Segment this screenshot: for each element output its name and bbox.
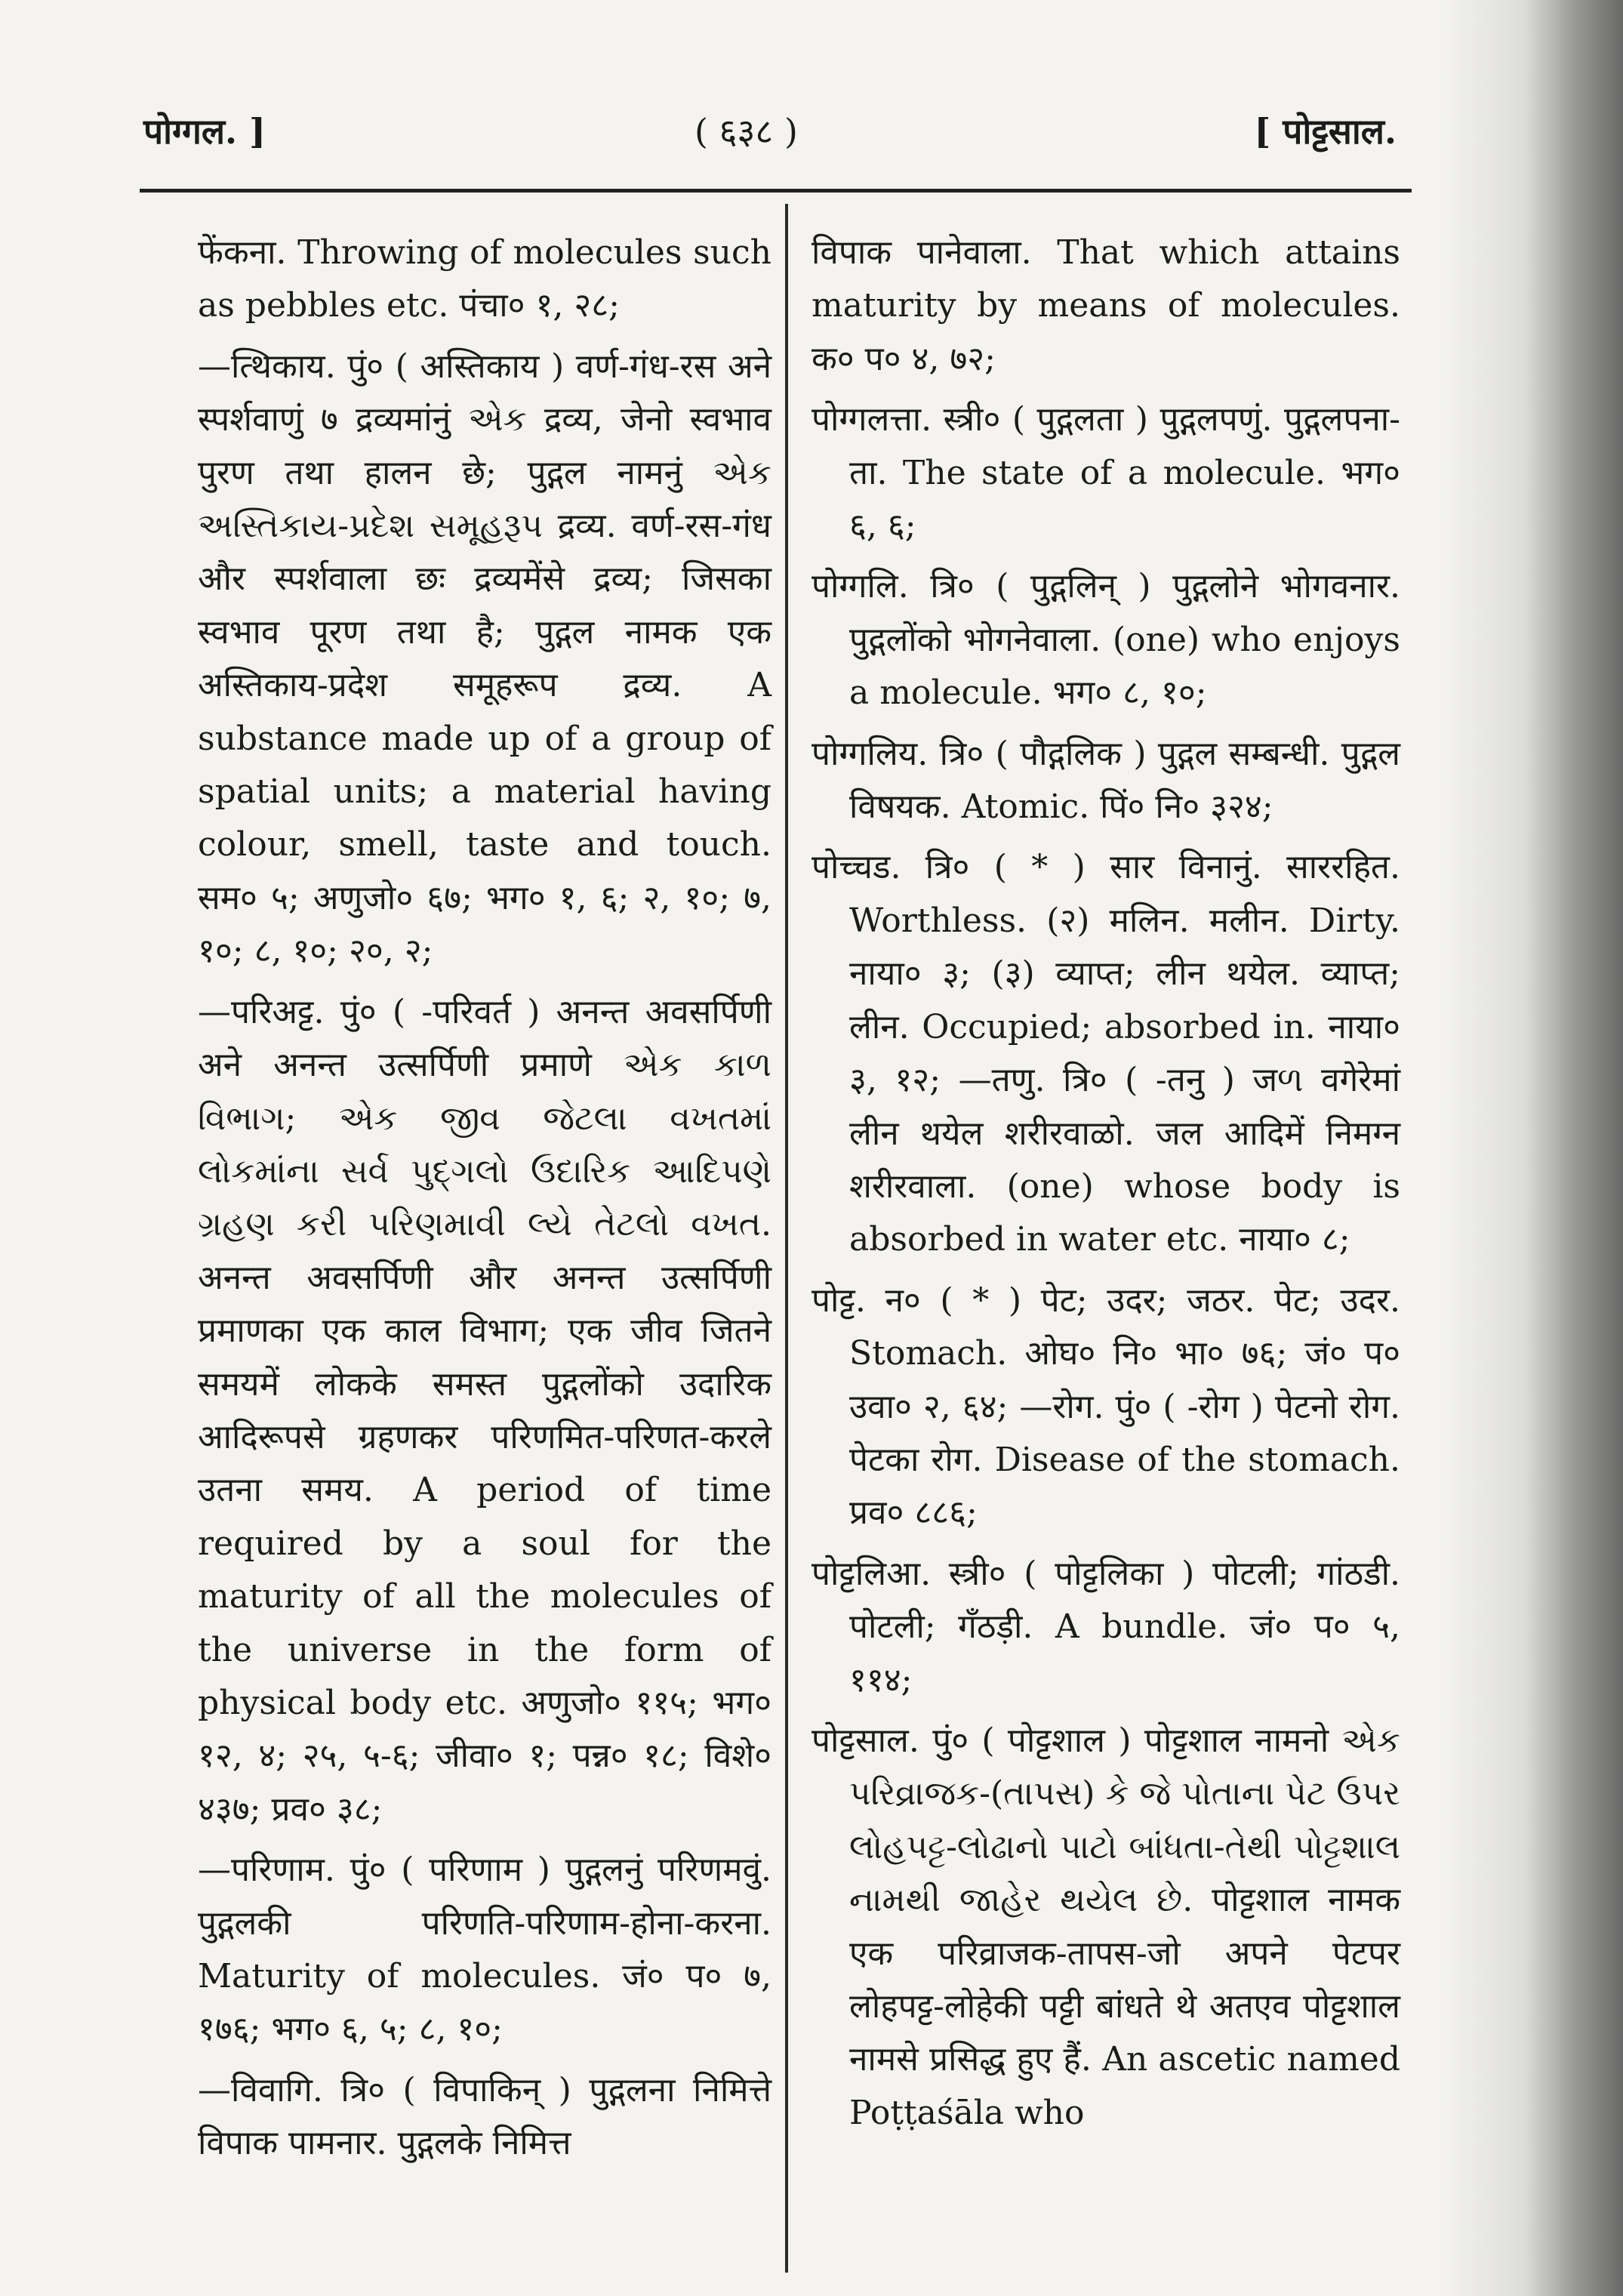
header-first-word: पोग्गल. ] bbox=[143, 111, 266, 152]
entry-subentry-parinama: —परिणाम. पुं० ( परिणाम ) पुद्गलनुं परिणमवुं. पुद्गलकी परिणति-परिणाम-होना-करना. Maturity of molecules. जं० प० ७, १७६; भग० ६, ५; ८, १०; bbox=[198, 1851, 771, 2049]
left-column bbox=[198, 227, 771, 2178]
entry-poggalatta: पोग्गलत्ता. स्त्री० ( पुद्गलता ) पुद्गलपणुं. पुद्गलपना-ता. The state of a molecule. भग० ६, ६; bbox=[812, 400, 1400, 546]
entry-subentry-pariatta: —परिअट्ट. पुं० ( -परिवर्त ) अनन्त अवसर्पिणी अने अनन्त उत्सर्पिणी प्रमाणे એક કાળ વિભાગ; એક જીવ જેટલા વખતમાં લોકમાંના સર્વ પુદ્ગલો ઉદારિક આદિપણે ગ્રહણ કરી પરિણમાવી લ્યે તેટલો વખત. अनन्त अवसर्पिणी और अनन्त उत्सर्पिणी प्रमाणका एक काल विभाग; एक जीव जितने समयमें लोकके समस्त पुद्गलोंको उदारिक आदिरूपसे ग्रहणकर परिणमित-परिणत-करले उतना समय. A period of time required by a soul for the maturity of all the molecules of the universe in the form of physical body etc. अणुजो० ११५; भग० १२, ४; २५, ५-६; जीवा० १; पन्न० १८; विशे० ४३७; प्रव० ३८; bbox=[198, 992, 771, 1829]
entry-subentry-tthikaya: —त्थिकाय. पुं० ( अस्तिकाय ) वर्ण-गंध-रस अने स्पर्शवाणुं ७ द्रव्यमांनुं એક द्रव्य, जेनो स्वभाव पुरण तथा हालन छे; पुद्गल नामनुं એક અસ્તિકાય-પ્રદેશ સમૂહરૂપ द्रव्य. वर्ण-रस-गंध और स्पर्शवाला छः द्रव्यमेंसे द्रव्य; जिसका स्वभाव पूरण तथा है; पुद्गल नामक एक अस्तिकाय-प्रदेश समूहरूप द्रव्य. A substance made up of a group of spatial units; a material having colour, smell, taste and touch. सम० ५; अणुजो० ६७; भग० १, ६; २, १०; ७, १०; ८, १०; २०, २; bbox=[198, 347, 771, 971]
entry-pottaliya: पोट्टलिआ. स्त्री० ( पोट्टलिका ) पोटली; गांठडी. पोटली; गँठड़ी. A bundle. जं० प० ५, ११४; bbox=[812, 1554, 1400, 1700]
entry-continuation: विपाक पानेवाला. That which attains maturity by means of molecules. क० प० ४, ७२; bbox=[812, 233, 1400, 378]
entry-poggali: पोग्गलि. त्रि० ( पुद्गलिन् ) पुद्गलोने भोगवनार. पुद्गलोंको भोगनेवाला. (one) who enjoys a molecule. भग० ८, १०; bbox=[812, 567, 1400, 713]
column-divider bbox=[785, 204, 788, 2273]
header-rule bbox=[140, 189, 1412, 193]
page-edge-shadow bbox=[1442, 0, 1623, 2296]
page-number: ( ६३८ ) bbox=[694, 111, 798, 152]
page-header bbox=[136, 100, 1412, 160]
entry-subentry-vivagi: —विवागि. त्रि० ( विपाकिन् ) पुद्गलना निमित्ते विपाक पामनार. पुद्गलके निमित्त bbox=[198, 2070, 771, 2163]
entry-continuation: फेंकना. Throwing of molecules such as pebbles etc. पंचा० १, २८; bbox=[198, 233, 771, 325]
entry-potta: पोट्ट. न० ( * ) पेट; उदर; जठर. पेट; उदर. Stomach. ओघ० नि० भा० ७६; जं० प० उवा० २, ६४; —रोग. पुं० ( -रोग ) पेटनो रोग. पेटका रोग. Disease of the stomach. प्रव० ८८६; bbox=[812, 1281, 1400, 1533]
header-last-word: [ पोट्टसाल. bbox=[1254, 111, 1397, 152]
right-column bbox=[812, 227, 1400, 2147]
entry-pottasala: पोट्टसाल. पुं० ( पोट्टशाल ) पोट्टशाल नामनो એક પરિવ્રાજક-(તાપસ) કે જે પોતાના પેટ ઉપર લોહપટ્ટ-લોઢાનો પાટો બાંધતા-તેથી પોટ્ટશાલ નામથી જાહેર થયેલ છે. पोट्टशाल नामक एक परिव्राजक-तापस-जो अपने पेटपर लोहपट्ट-लोहेकी पट्टी बांधते थे अतएव पोट्टशाल नामसे प्रसिद्ध हुए हैं. An ascetic named Poṭṭaśāla who bbox=[812, 1721, 1400, 2132]
entry-poggaliya: पोग्गलिय. त्रि० ( पौद्गलिक ) पुद्गल सम्बन्धी. पुद्गल विषयक. Atomic. पिं० नि० ३२४; bbox=[812, 734, 1400, 827]
entry-pocchada: पोच्चड. त्रि० ( * ) सार विनानुं. साररहित. Worthless. (२) मलिन. मलीन. Dirty. नाया० ३; (३) व्याप्त; लीन थयेल. व्याप्त; लीन. Occupied; absorbed in. नाया० ३, १२; —तणु. त्रि० ( -तनु ) जળ वगेरेमां लीन थयेल शरीरवाळो. जल आदिमें निमग्न शरीरवाला. (one) whose body is absorbed in water etc. नाया० ८; bbox=[812, 848, 1400, 1259]
